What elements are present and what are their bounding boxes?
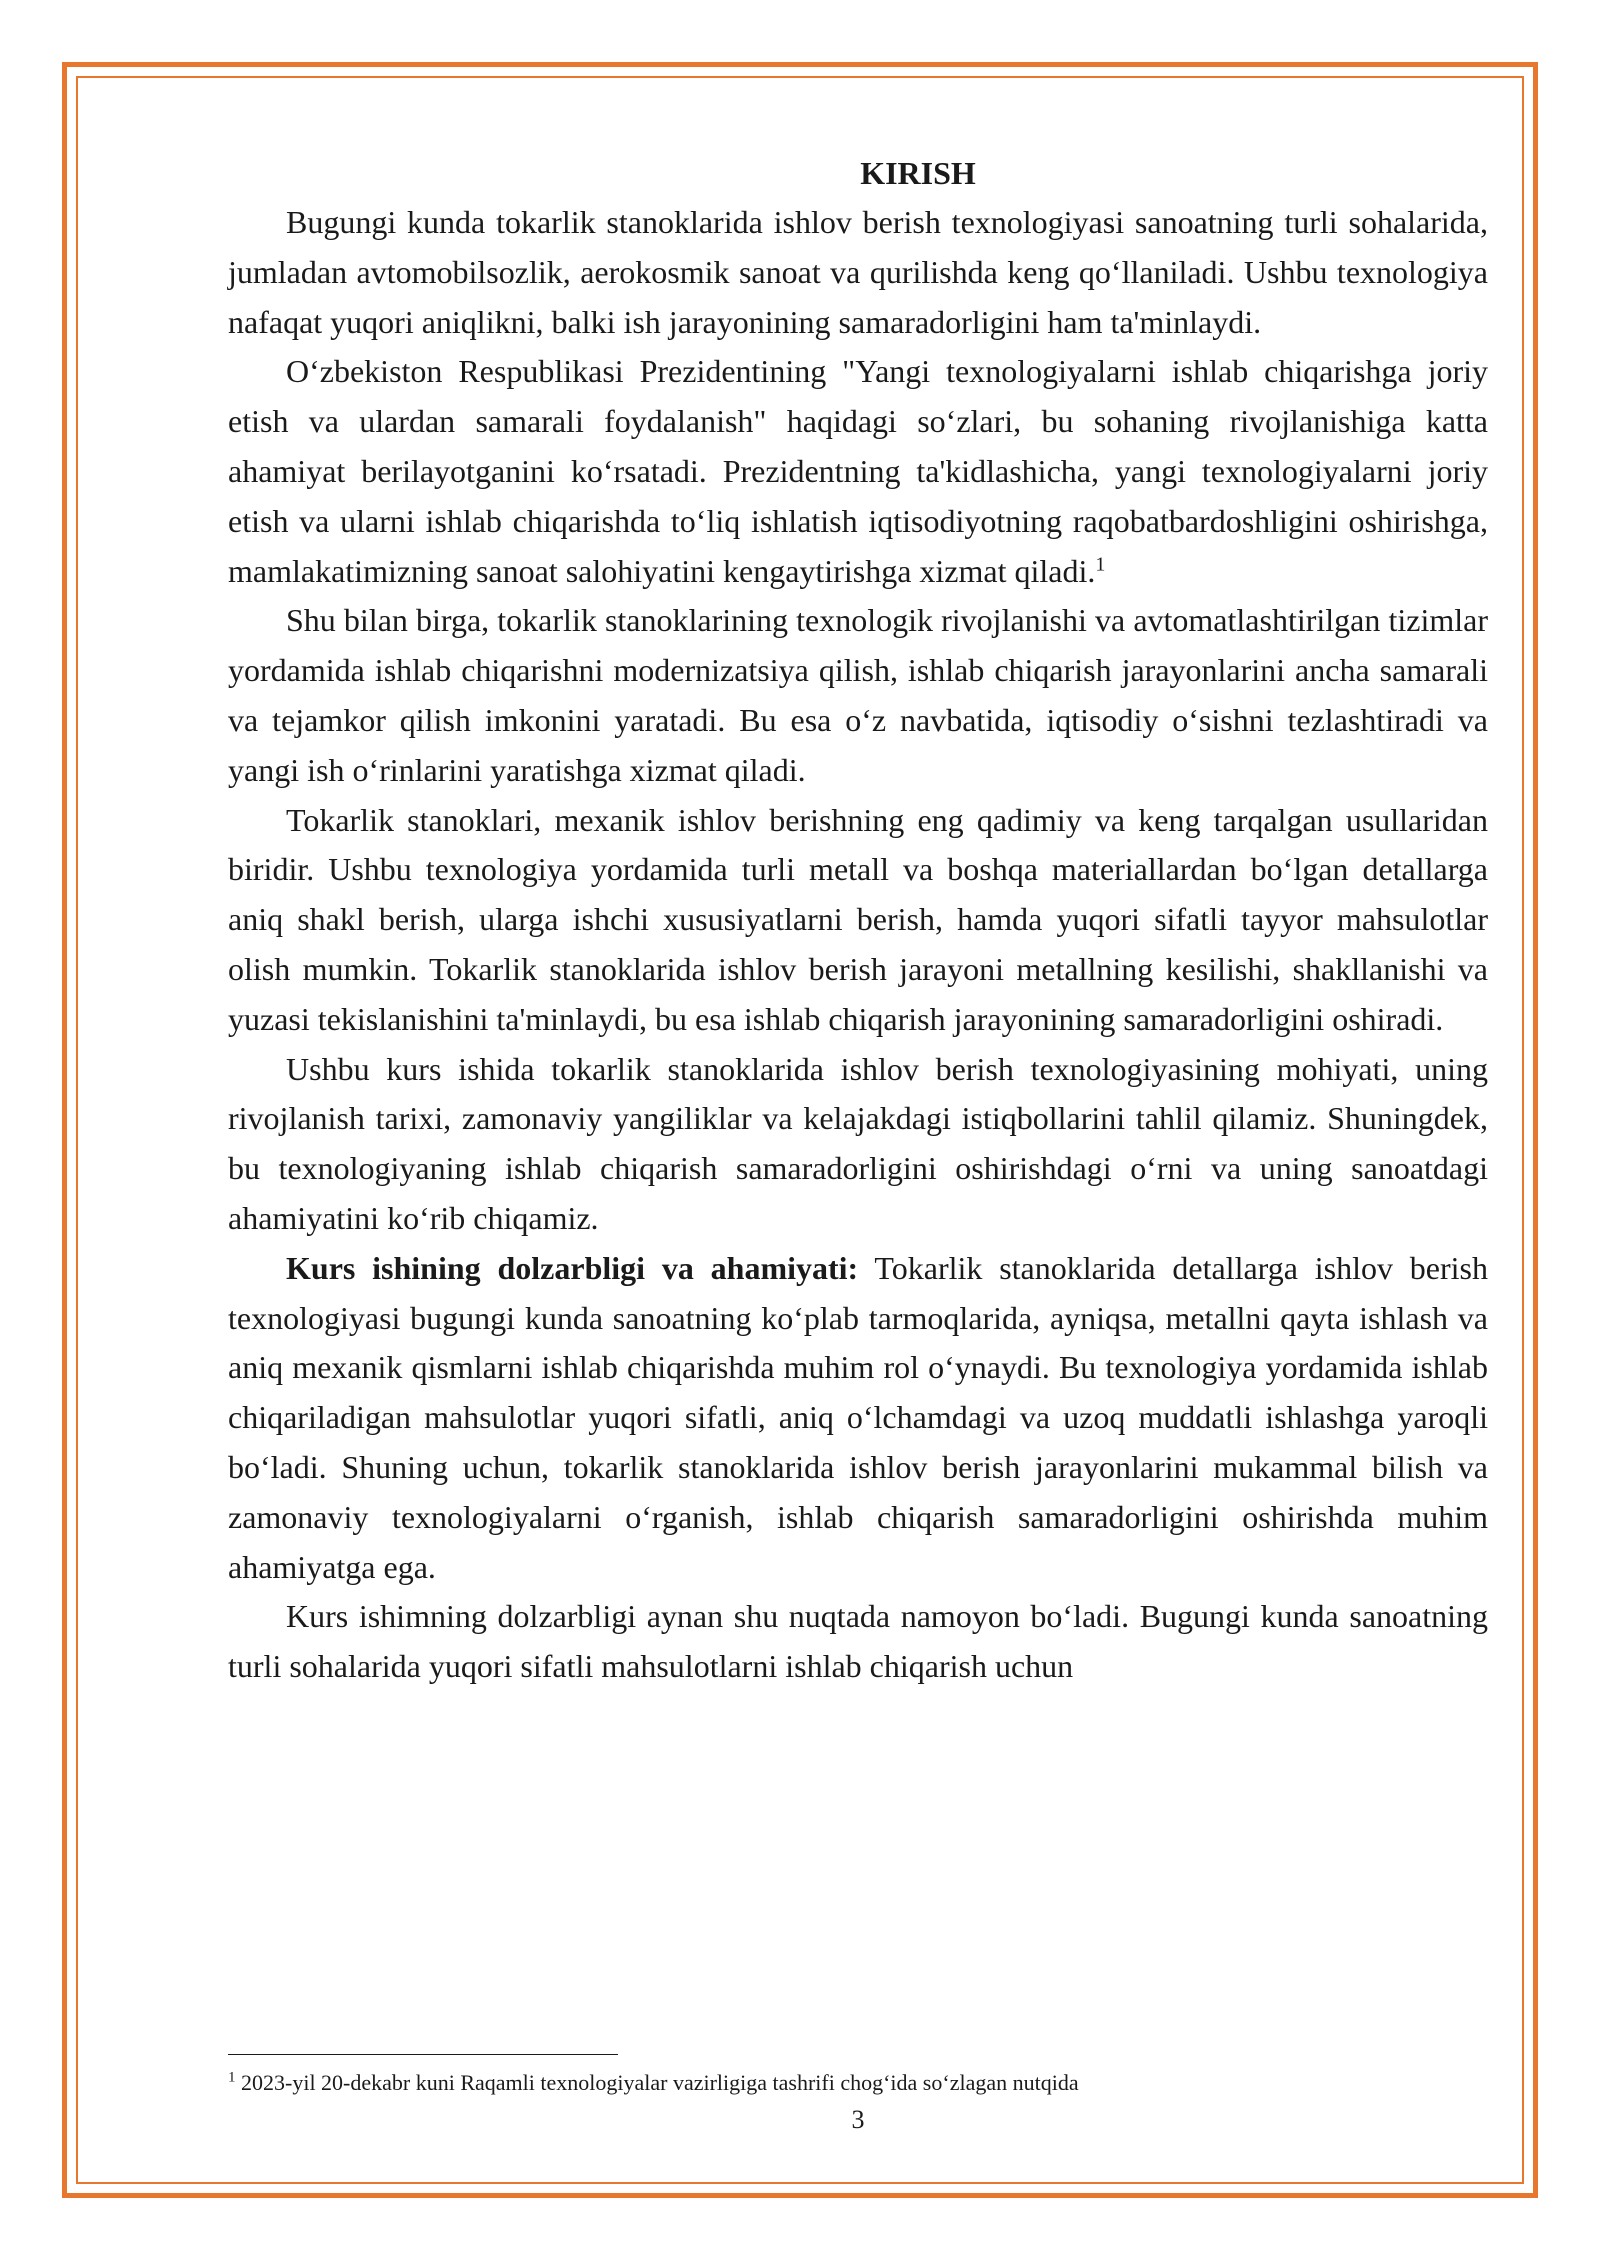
document-page — [228, 148, 1488, 1692]
paragraph-7: Kurs ishimning dolzarbligi aynan shu nuqtada namoyon boʻladi. Bugungi kunda sanoatning turli sohalarida yuqori sifatli mahsulotlarni ishlab chiqarish uchun — [228, 1598, 1488, 1685]
footnote-mark: 1 — [228, 2069, 236, 2086]
paragraph-2-text: Oʻzbekiston Respublikasi Prezidentining "Yangi texnologiyalarni ishlab chiqarishga joriy etish va ulardan samarali foydalanish" haqidagi soʻzlari, bu sohaning rivojlanishiga katta ahamiyat berilayotganini koʻrsatadi. Prezidentning ta'kidlashicha, yangi texnologiyalarni joriy etish va ularni ishlab chiqarishda toʻliq ishlatish iqtisodiyotning raqobatbardoshligini oshirishga, mamlakatimizning sanoat salohiyatini kengaytirishga xizmat qiladi. — [228, 353, 1488, 589]
paragraph-2 — [228, 347, 1488, 596]
footnote-separator — [228, 2054, 618, 2055]
paragraph-1: Bugungi kunda tokarlik stanoklarida ishlov berish texnologiyasi sanoatning turli sohalarida, jumladan avtomobilsozlik, aerokosmik sanoat va qurilishda keng qoʻllaniladi. Ushbu texnologiya nafaqat yuqori aniqlikni, balki ish jarayonining samaradorligini ham ta'minlaydi. — [228, 204, 1488, 340]
page-number: 3 — [851, 2105, 865, 2134]
paragraph-4: Tokarlik stanoklari, mexanik ishlov berishning eng qadimiy va keng tarqalgan usullaridan biridir. Ushbu texnologiya yordamida turli metall va boshqa materiallardan boʻlgan detallarga aniq shakl berish, ularga ishchi xususiyatlarni berish, hamda yuqori sifatli tayyor mahsulotlar olish mumkin. Tokarlik stanoklarida ishlov berish jarayoni metallning kesilishi, shakllanishi va yuzasi tekislanishini ta'minlaydi, bu esa ishlab chiqarish jarayonining samaradorligini oshiradi. — [228, 801, 1488, 1037]
footnote-text: 2023-yil 20-dekabr kuni Raqamli texnologiyalar vazirligiga tashrifi chogʻida soʻzlagan nutqida — [235, 2070, 1079, 2095]
paragraph-3: Shu bilan birga, tokarlik stanoklarining texnologik rivojlanishi va avtomatlashtirilgan tizimlar yordamida ishlab chiqarishni modernizatsiya qilish, ishlab chiqarish jarayonlarini ancha samarali va tejamkor qilish imkonini yaratadi. Bu esa oʻz navbatida, iqtisodiy oʻsishni tezlashtiradi va yangi ish oʻrinlarini yaratishga xizmat qiladi. — [228, 602, 1488, 788]
section-heading: KIRISH — [860, 155, 976, 191]
paragraph-6 — [228, 1244, 1488, 1593]
footnote — [228, 2068, 1488, 2098]
paragraph-6-lead: Kurs ishining dolzarbligi va ahamiyati: — [286, 1249, 859, 1286]
paragraph-5: Ushbu kurs ishida tokarlik stanoklarida ishlov berish texnologiyasining mohiyati, uning rivojlanish tarixi, zamonaviy yangiliklar va kelajakdagi istiqbollarini tahlil qilamiz. Shuningdek, bu texnologiyaning ishlab chiqarish samaradorligini oshirishdagi oʻrni va uning sanoatdagi ahamiyatini koʻrib chiqamiz. — [228, 1050, 1488, 1236]
paragraph-6-text: Tokarlik stanoklarida detallarga ishlov berish texnologiyasi bugungi kunda sanoatning koʻplab tarmoqlarida, ayniqsa, metallni qayta ishlash va aniq mexanik qismlarni ishlab chiqarishda muhim rol oʻynaydi. Bu texnologiya yordamida ishlab chiqariladigan mahsulotlar yuqori sifatli, aniq oʻlchamdagi va uzoq muddatli ishlashga yaroqli boʻladi. Shuning uchun, tokarlik stanoklarida ishlov berish jarayonlarini mukammal bilish va zamonaviy texnologiyalarni oʻrganish, ishlab chiqarish samaradorligini oshirishda muhim ahamiyatga ega. — [228, 1249, 1489, 1585]
footnote-reference: 1 — [1095, 552, 1106, 575]
